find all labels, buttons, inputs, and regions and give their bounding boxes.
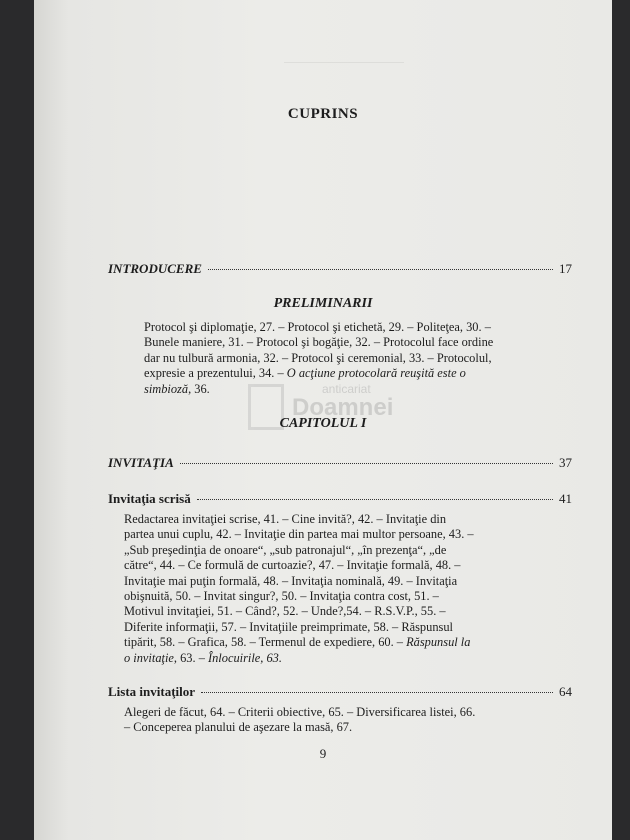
preliminarii-contents [144, 320, 524, 397]
toc-entry-lista-invitatilor [108, 684, 572, 700]
text-line: Diferite informaţii, 57. – Invitaţiile preimprimate, 58. – Răspunsul [124, 619, 453, 634]
italic-text: Înlocuirile, 63. [207, 650, 282, 665]
toc-entry-page: 41 [559, 491, 572, 506]
text-line: dar nu tulbură armonia, 32. – Protocol şi ceremonial, 33. – Protocolul, [144, 350, 492, 365]
watermark-big-text: Doamnei [292, 394, 394, 421]
section-heading-preliminarii: PRELIMINARII [273, 296, 373, 311]
lista-invitatilor-contents [124, 705, 534, 736]
show-through-text [284, 62, 404, 71]
dot-leader [180, 463, 553, 464]
page-title: CUPRINS [287, 106, 359, 122]
text-line: Redactarea invitaţiei scrise, 41. – Cine invită?, 42. – Invitaţie din [124, 512, 447, 526]
dot-leader [197, 499, 553, 500]
toc-entry-invitatia-scrisa [108, 491, 572, 507]
text-line: expresie a prezentului, 34. – [144, 366, 287, 381]
toc-entry-page: 17 [559, 261, 572, 276]
text-line: – Conceperea planului de aşezare la masă, 67. [124, 720, 353, 735]
text-line: către“, 44. – Ce formulă de curtoazie?, 47. – Invitaţie formală, 48. – [124, 558, 461, 573]
toc-entry-label: INTRODUCERE [108, 261, 202, 276]
watermark-small-text: anticariat [322, 382, 371, 396]
text-line: tipărit, 58. – Grafica, 58. – Termenul de expediere, 60. – [124, 635, 407, 650]
toc-entry-invitatia [108, 455, 572, 471]
text-line: Alegeri de făcut, 64. – Criterii obiective, 65. – Diversificarea listei, 66. [124, 705, 476, 719]
toc-entry-label: Invitaţia scrisă [108, 491, 191, 506]
dot-leader [201, 692, 553, 693]
italic-text: O acţiune protocolară reuşită este o [286, 366, 466, 381]
toc-entry-label: INVITAŢIA [108, 455, 174, 470]
text-line: partea unui cuplu, 42. – Invitaţie din partea mai multor persoane, 43. – [124, 527, 474, 542]
italic-text: simbioză [144, 381, 189, 396]
toc-entry-label: Lista invitaţilor [108, 684, 196, 699]
text-line: Motivul invitaţiei, 51. – Când?, 52. – Unde?,54. – R.S.V.P., 55. – [124, 604, 446, 619]
invitatia-scrisa-contents [124, 512, 534, 666]
text-line: Bunele maniere, 31. – Protocol şi bogăţie, 32. – Protocolul face ordine [144, 335, 494, 350]
toc-entry-page: 64 [559, 684, 572, 699]
italic-text: o invitaţie [124, 650, 174, 665]
toc-entry-introducere [108, 261, 572, 277]
text-line: Protocol şi diplomaţie, 27. – Protocol şi etichetă, 29. – Politeţea, 30. – [144, 320, 491, 334]
italic-text: Răspunsul la [406, 635, 471, 650]
page-number: 9 [319, 746, 327, 761]
text-line: , 63. – [173, 650, 208, 665]
toc-entry-page: 37 [559, 455, 572, 470]
chapter-heading: CAPITOLUL I [279, 416, 367, 431]
book-page [34, 0, 612, 840]
text-line: , 36. [188, 381, 210, 396]
text-line: obişnuită, 50. – Invitat singur?, 50. – Invitaţia contra cost, 51. – [124, 589, 439, 604]
dot-leader [208, 269, 553, 270]
text-line: „Sub preşedinţia de onoare“, „sub patronajul“, „în prezenţa“, „de [124, 542, 447, 557]
text-line: Invitaţie mai puţin formală, 48. – Invitaţia nominală, 49. – Invitaţia [124, 573, 458, 588]
